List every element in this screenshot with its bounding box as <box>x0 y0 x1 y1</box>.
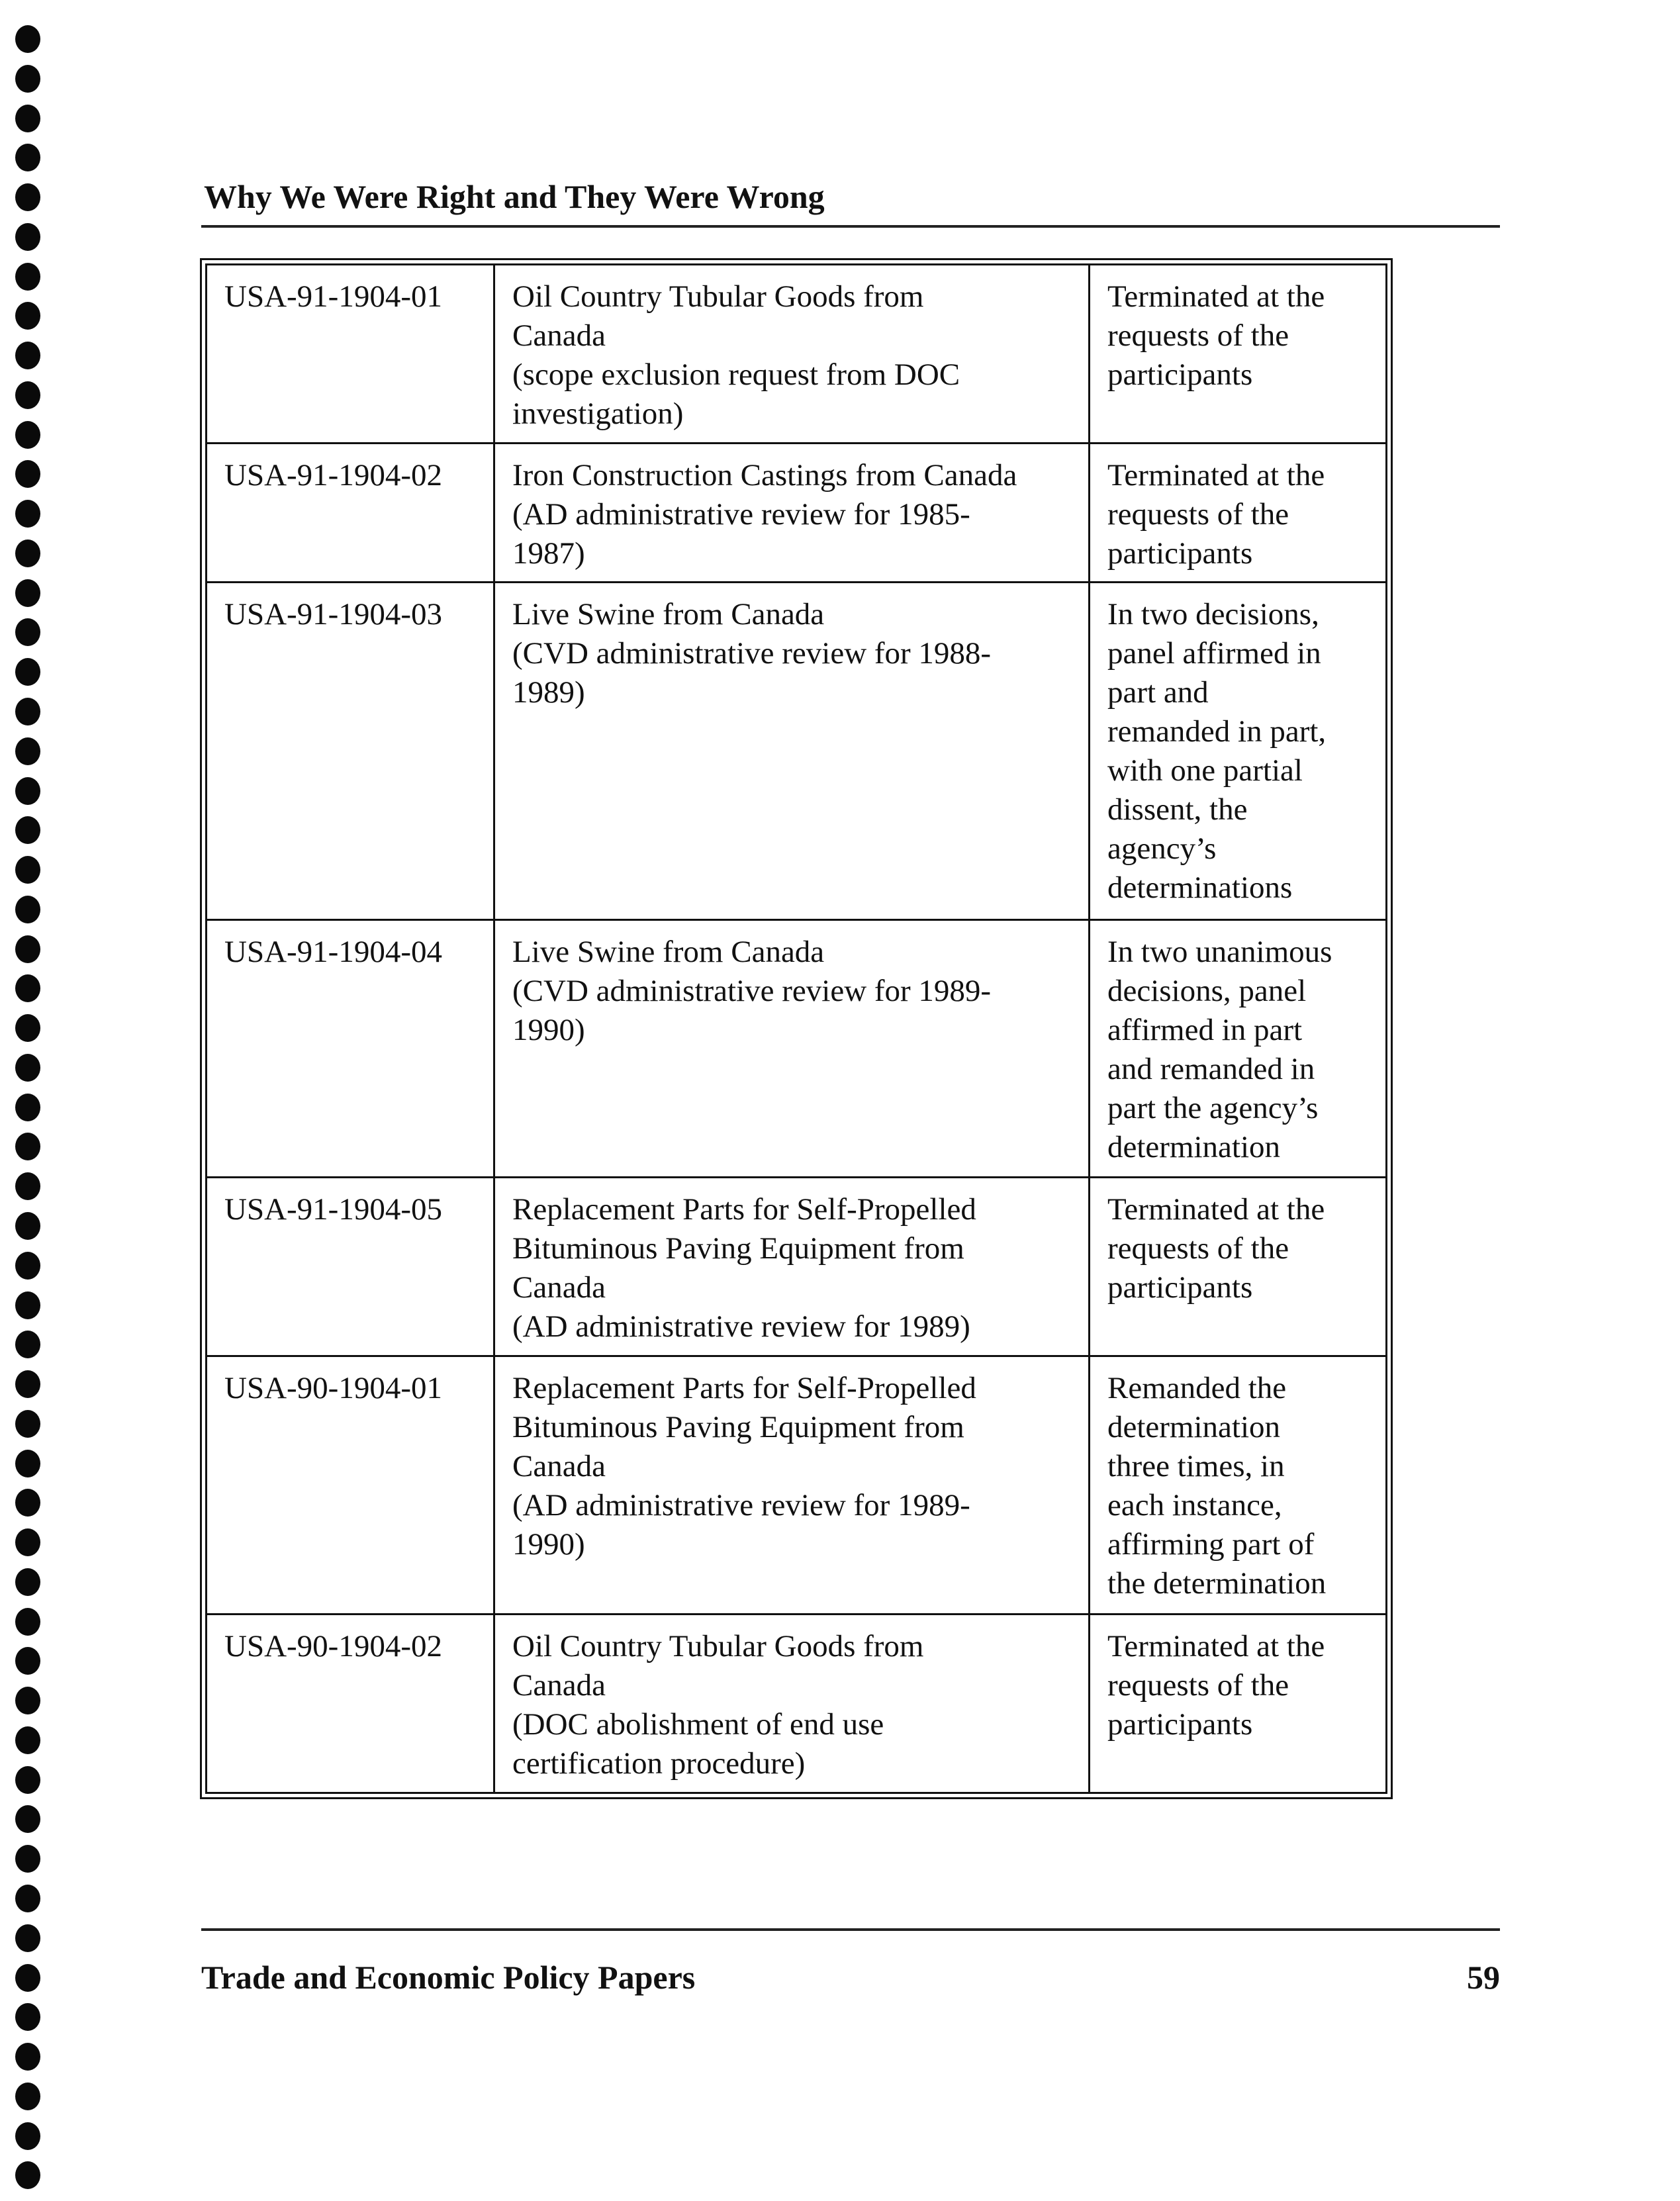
binding-hole <box>15 579 40 607</box>
outcome-line: Terminated at the <box>1107 457 1325 492</box>
outcome-line: requests of the <box>1107 1668 1289 1703</box>
binding-hole <box>15 698 40 726</box>
binding-hole <box>15 65 40 93</box>
panel-cases-table <box>200 258 1393 1799</box>
binding-hole <box>15 777 40 805</box>
binding-hole <box>15 1766 40 1794</box>
binding-hole <box>15 302 40 330</box>
case-number-cell: USA-91-1904-04 <box>207 919 494 1178</box>
binding-hole <box>15 500 40 528</box>
product-review-cell <box>494 443 1090 582</box>
binding-hole <box>15 2122 40 2150</box>
outcome-line: with one partial <box>1107 753 1303 788</box>
outcome-line: and remanded in <box>1107 1051 1315 1086</box>
binding-hole <box>15 1805 40 1833</box>
product-line: (CVD administrative review for 1988- <box>512 635 992 671</box>
product-line: (DOC abolishment of end use <box>512 1707 884 1742</box>
outcome-line: Remanded the <box>1107 1371 1287 1406</box>
product-line: Canada <box>512 1449 606 1484</box>
binding-hole <box>15 1291 40 1319</box>
binding-hole <box>15 2043 40 2071</box>
outcome-line: part the agency’s <box>1107 1090 1319 1125</box>
outcome-line: Terminated at the <box>1107 1192 1325 1227</box>
outcome-cell <box>1090 582 1387 919</box>
table-row <box>207 582 1387 919</box>
outcome-line: each instance, <box>1107 1488 1282 1523</box>
binding-hole <box>15 2003 40 2031</box>
binding-hole <box>15 342 40 369</box>
binding-hole <box>15 1054 40 1082</box>
product-line: Live Swine from Canada <box>512 596 825 632</box>
binding-hole <box>15 1568 40 1596</box>
product-line: (CVD administrative review for 1989- <box>512 973 992 1008</box>
binding-hole <box>15 2083 40 2110</box>
binding-hole <box>15 1528 40 1556</box>
outcome-cell <box>1090 443 1387 582</box>
binding-hole <box>15 1845 40 1873</box>
product-line: Canada <box>512 318 606 353</box>
outcome-line: panel affirmed in <box>1107 635 1321 671</box>
binding-hole <box>15 618 40 646</box>
binding-hole <box>15 935 40 963</box>
outcome-cell <box>1090 1356 1387 1615</box>
product-review-cell <box>494 1356 1090 1615</box>
binding-hole <box>15 263 40 291</box>
outcome-line: participants <box>1107 1707 1253 1742</box>
product-line: Bituminous Paving Equipment from <box>512 1410 964 1445</box>
binding-hole <box>15 1370 40 1398</box>
outcome-line: requests of the <box>1107 1231 1289 1266</box>
outcome-line: determination <box>1107 1410 1281 1445</box>
header-rule <box>201 225 1500 228</box>
product-line: Live Swine from Canada <box>512 934 825 969</box>
binding-hole <box>15 737 40 765</box>
binding-hole <box>15 1252 40 1280</box>
running-header: Why We Were Right and They Were Wrong <box>204 178 825 215</box>
product-line: investigation) <box>512 397 684 431</box>
binding-hole <box>15 381 40 409</box>
outcome-line: three times, in <box>1107 1449 1285 1484</box>
outcome-line: Terminated at the <box>1107 279 1325 314</box>
product-line: Iron Construction Castings from Canada <box>512 457 1017 492</box>
outcome-line: remanded in part, <box>1107 714 1327 749</box>
outcome-line: requests of the <box>1107 496 1289 532</box>
product-review-cell <box>494 919 1090 1178</box>
table-row <box>207 1615 1387 1793</box>
binding-hole <box>15 1094 40 1121</box>
product-review-cell <box>494 1178 1090 1356</box>
page-number: 59 <box>1467 1959 1500 1996</box>
binding-hole <box>15 25 40 53</box>
table-row <box>207 443 1387 582</box>
binding-hole <box>15 1450 40 1477</box>
product-line: Replacement Parts for Self-Propelled <box>512 1371 976 1406</box>
binding-hole <box>15 1608 40 1636</box>
product-line: certification procedure) <box>512 1746 806 1781</box>
binding-hole <box>15 460 40 488</box>
outcome-cell <box>1090 265 1387 444</box>
binding-hole <box>15 1647 40 1675</box>
outcome-line: agency’s <box>1107 831 1217 866</box>
binding-hole <box>15 1212 40 1240</box>
product-line: Bituminous Paving Equipment from <box>512 1231 964 1266</box>
outcome-line: In two decisions, <box>1107 596 1319 632</box>
binding-hole <box>15 1964 40 1992</box>
binding-hole <box>15 1410 40 1438</box>
binding-hole <box>15 1331 40 1358</box>
binding-hole <box>15 223 40 251</box>
binding-hole <box>15 1014 40 1042</box>
case-number-cell: USA-91-1904-03 <box>207 582 494 919</box>
case-number-cell: USA-91-1904-05 <box>207 1178 494 1356</box>
binding-hole <box>15 1133 40 1160</box>
product-review-cell <box>494 1615 1090 1793</box>
outcome-line: dissent, the <box>1107 792 1248 827</box>
table-row <box>207 1356 1387 1615</box>
binding-hole <box>15 1489 40 1517</box>
table-row <box>207 919 1387 1178</box>
product-line: Oil Country Tubular Goods from <box>512 1629 924 1664</box>
product-line: (AD administrative review for 1989) <box>512 1309 970 1344</box>
outcome-cell <box>1090 919 1387 1178</box>
product-review-cell <box>494 265 1090 444</box>
outcome-line: decisions, panel <box>1107 973 1307 1008</box>
table-row <box>207 1178 1387 1356</box>
outcome-line: In two unanimous <box>1107 934 1332 969</box>
footer-title: Trade and Economic Policy Papers <box>201 1959 696 1996</box>
outcome-line: affirmed in part <box>1107 1012 1303 1047</box>
binding-hole <box>15 539 40 567</box>
binding-hole <box>15 974 40 1002</box>
outcome-line: participants <box>1107 357 1253 392</box>
binding-hole <box>15 1172 40 1200</box>
binding-hole <box>15 658 40 686</box>
product-line: 1990) <box>512 1527 585 1562</box>
product-line: 1989) <box>512 675 585 710</box>
binding-hole <box>15 896 40 923</box>
product-line: (AD administrative review for 1989- <box>512 1488 970 1523</box>
product-line: (AD administrative review for 1985- <box>512 496 970 532</box>
outcome-cell <box>1090 1178 1387 1356</box>
binding-hole <box>15 816 40 844</box>
outcome-line: determinations <box>1107 870 1293 905</box>
outcome-line: determination <box>1107 1129 1281 1164</box>
binding-hole <box>15 421 40 449</box>
binding-hole <box>15 1726 40 1754</box>
product-line: Oil Country Tubular Goods from <box>512 279 924 314</box>
spiral-binding <box>13 25 42 2190</box>
outcome-line: the determination <box>1107 1566 1327 1601</box>
outcome-line: part and <box>1107 675 1209 710</box>
binding-hole <box>15 2161 40 2189</box>
outcome-line: requests of the <box>1107 318 1289 353</box>
outcome-cell <box>1090 1615 1387 1793</box>
case-number-cell: USA-90-1904-02 <box>207 1615 494 1793</box>
footer-rule <box>201 1928 1500 1931</box>
binding-hole <box>15 144 40 171</box>
case-number-cell: USA-91-1904-02 <box>207 443 494 582</box>
table-row <box>207 265 1387 444</box>
outcome-line: participants <box>1107 1270 1253 1305</box>
product-line: Canada <box>512 1270 606 1305</box>
outcome-line: Terminated at the <box>1107 1629 1325 1664</box>
product-line: Replacement Parts for Self-Propelled <box>512 1192 976 1227</box>
binding-hole <box>15 1687 40 1714</box>
product-line: Canada <box>512 1668 606 1703</box>
binding-hole <box>15 105 40 132</box>
outcome-line: affirming part of <box>1107 1527 1315 1562</box>
binding-hole <box>15 1924 40 1952</box>
product-review-cell <box>494 582 1090 919</box>
case-number-cell: USA-90-1904-01 <box>207 1356 494 1615</box>
binding-hole <box>15 1885 40 1912</box>
binding-hole <box>15 183 40 211</box>
outcome-line: participants <box>1107 536 1253 571</box>
product-line: 1990) <box>512 1012 585 1047</box>
product-line: (scope exclusion request from DOC <box>512 357 960 392</box>
product-line: 1987) <box>512 536 585 571</box>
binding-hole <box>15 856 40 884</box>
case-number-cell: USA-91-1904-01 <box>207 265 494 444</box>
